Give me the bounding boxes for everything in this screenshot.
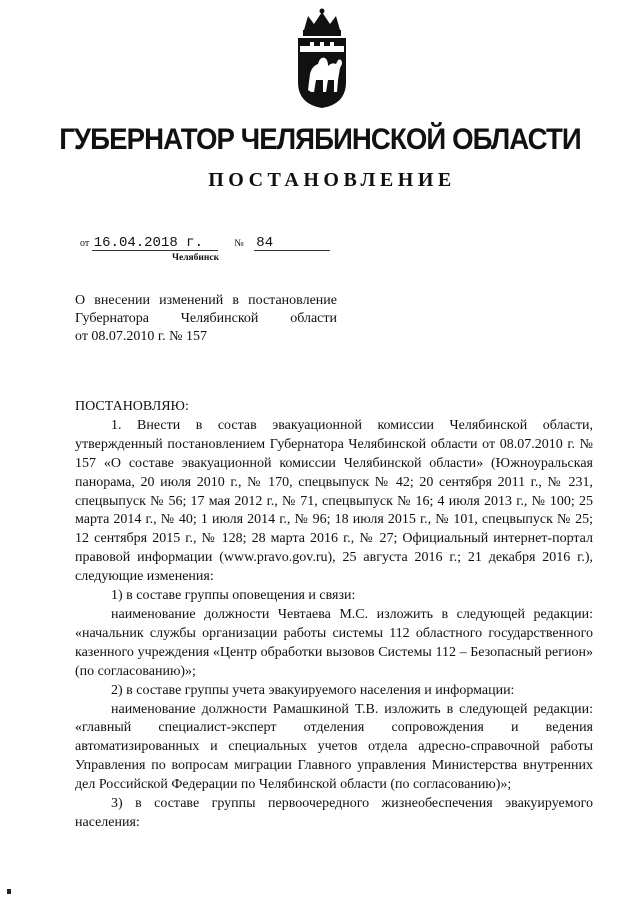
paragraph: 1. Внести в состав эвакуационной комиссии Челябинской области, утвержденный постановлением Губернатора Челябинской области от 08.07.2010 г. № 157 «О составе эвакуационной комиссии Челябинской области» (Южноуральская панорама, 20 июля 2010 г., № 170, спецвыпуск № 42; 20 сентября 2011 г., № 231, спецвыпуск № 56; 17 мая 2012 г., № 71, спецвыпуск № 16; 4 июля 2013 г., № 100; 25 марта 2014 г., № 40; 1 июля 2014 г., № 96; 18 июля 2015 г., № 101, спецвыпуск № 25; 12 сентября 2015 г., № 128; 28 марта 2016 г., № 27; Официальный интернет-портал правовой информации (www.pravo.gov.ru), 25 августа 2016 г.; 21 декабря 2016 г.), следующие изменения: — [75, 417, 593, 585]
paragraph: наименование должности Рамашкиной Т.В. изложить в следующей редакции: «главный специалист-эксперт отделения сопровождения и ведения автоматизированных и специальных учетов отдела адресно-справочной работы Управления по вопросам миграции Главного управления Министерства внутренних дел Российской Федерации по Челябинской области (по согласованию)»; — [75, 701, 593, 793]
paragraph: 1) в составе группы оповещения и связи: — [111, 588, 356, 604]
coat-of-arms-icon — [290, 8, 354, 110]
subject-line: Губернатора Челябинской области — [75, 311, 337, 326]
subject-line: от 08.07.2010 г. № 157 — [75, 329, 207, 344]
document-subject — [75, 292, 337, 346]
paragraph: 2) в составе группы учета эвакуируемого населения и информации: — [111, 682, 515, 698]
document-number: 84 — [254, 236, 330, 251]
document-body — [75, 398, 593, 833]
city-label: Челябинск — [172, 253, 220, 263]
decree-word: ПОСТАНОВЛЯЮ: — [75, 399, 189, 414]
date-prefix: от — [80, 238, 90, 249]
document-type: ПОСТАНОВЛЕНИЕ — [208, 169, 456, 191]
paragraph: наименование должности Чевтаева М.С. изложить в следующей редакции: «начальник службы организации работы системы 112 областного государственного казенного учреждения «Центр обработки вызовов Системы 112 – Безопасный регион» (по согласованию)»; — [75, 606, 593, 679]
scan-mark — [7, 889, 11, 894]
paragraph: 3) в составе группы первоочередного жизнеобеспечения эвакуируемого населения: — [75, 796, 593, 830]
number-label: № — [234, 238, 244, 249]
document-meta — [80, 236, 330, 251]
document-date: 16.04.2018 г. — [92, 236, 218, 251]
subject-line: О внесении изменений в постановление — [75, 293, 337, 308]
issuer-title: ГУБЕРНАТОР ЧЕЛЯБИНСКОЙ ОБЛАСТИ — [59, 123, 581, 156]
